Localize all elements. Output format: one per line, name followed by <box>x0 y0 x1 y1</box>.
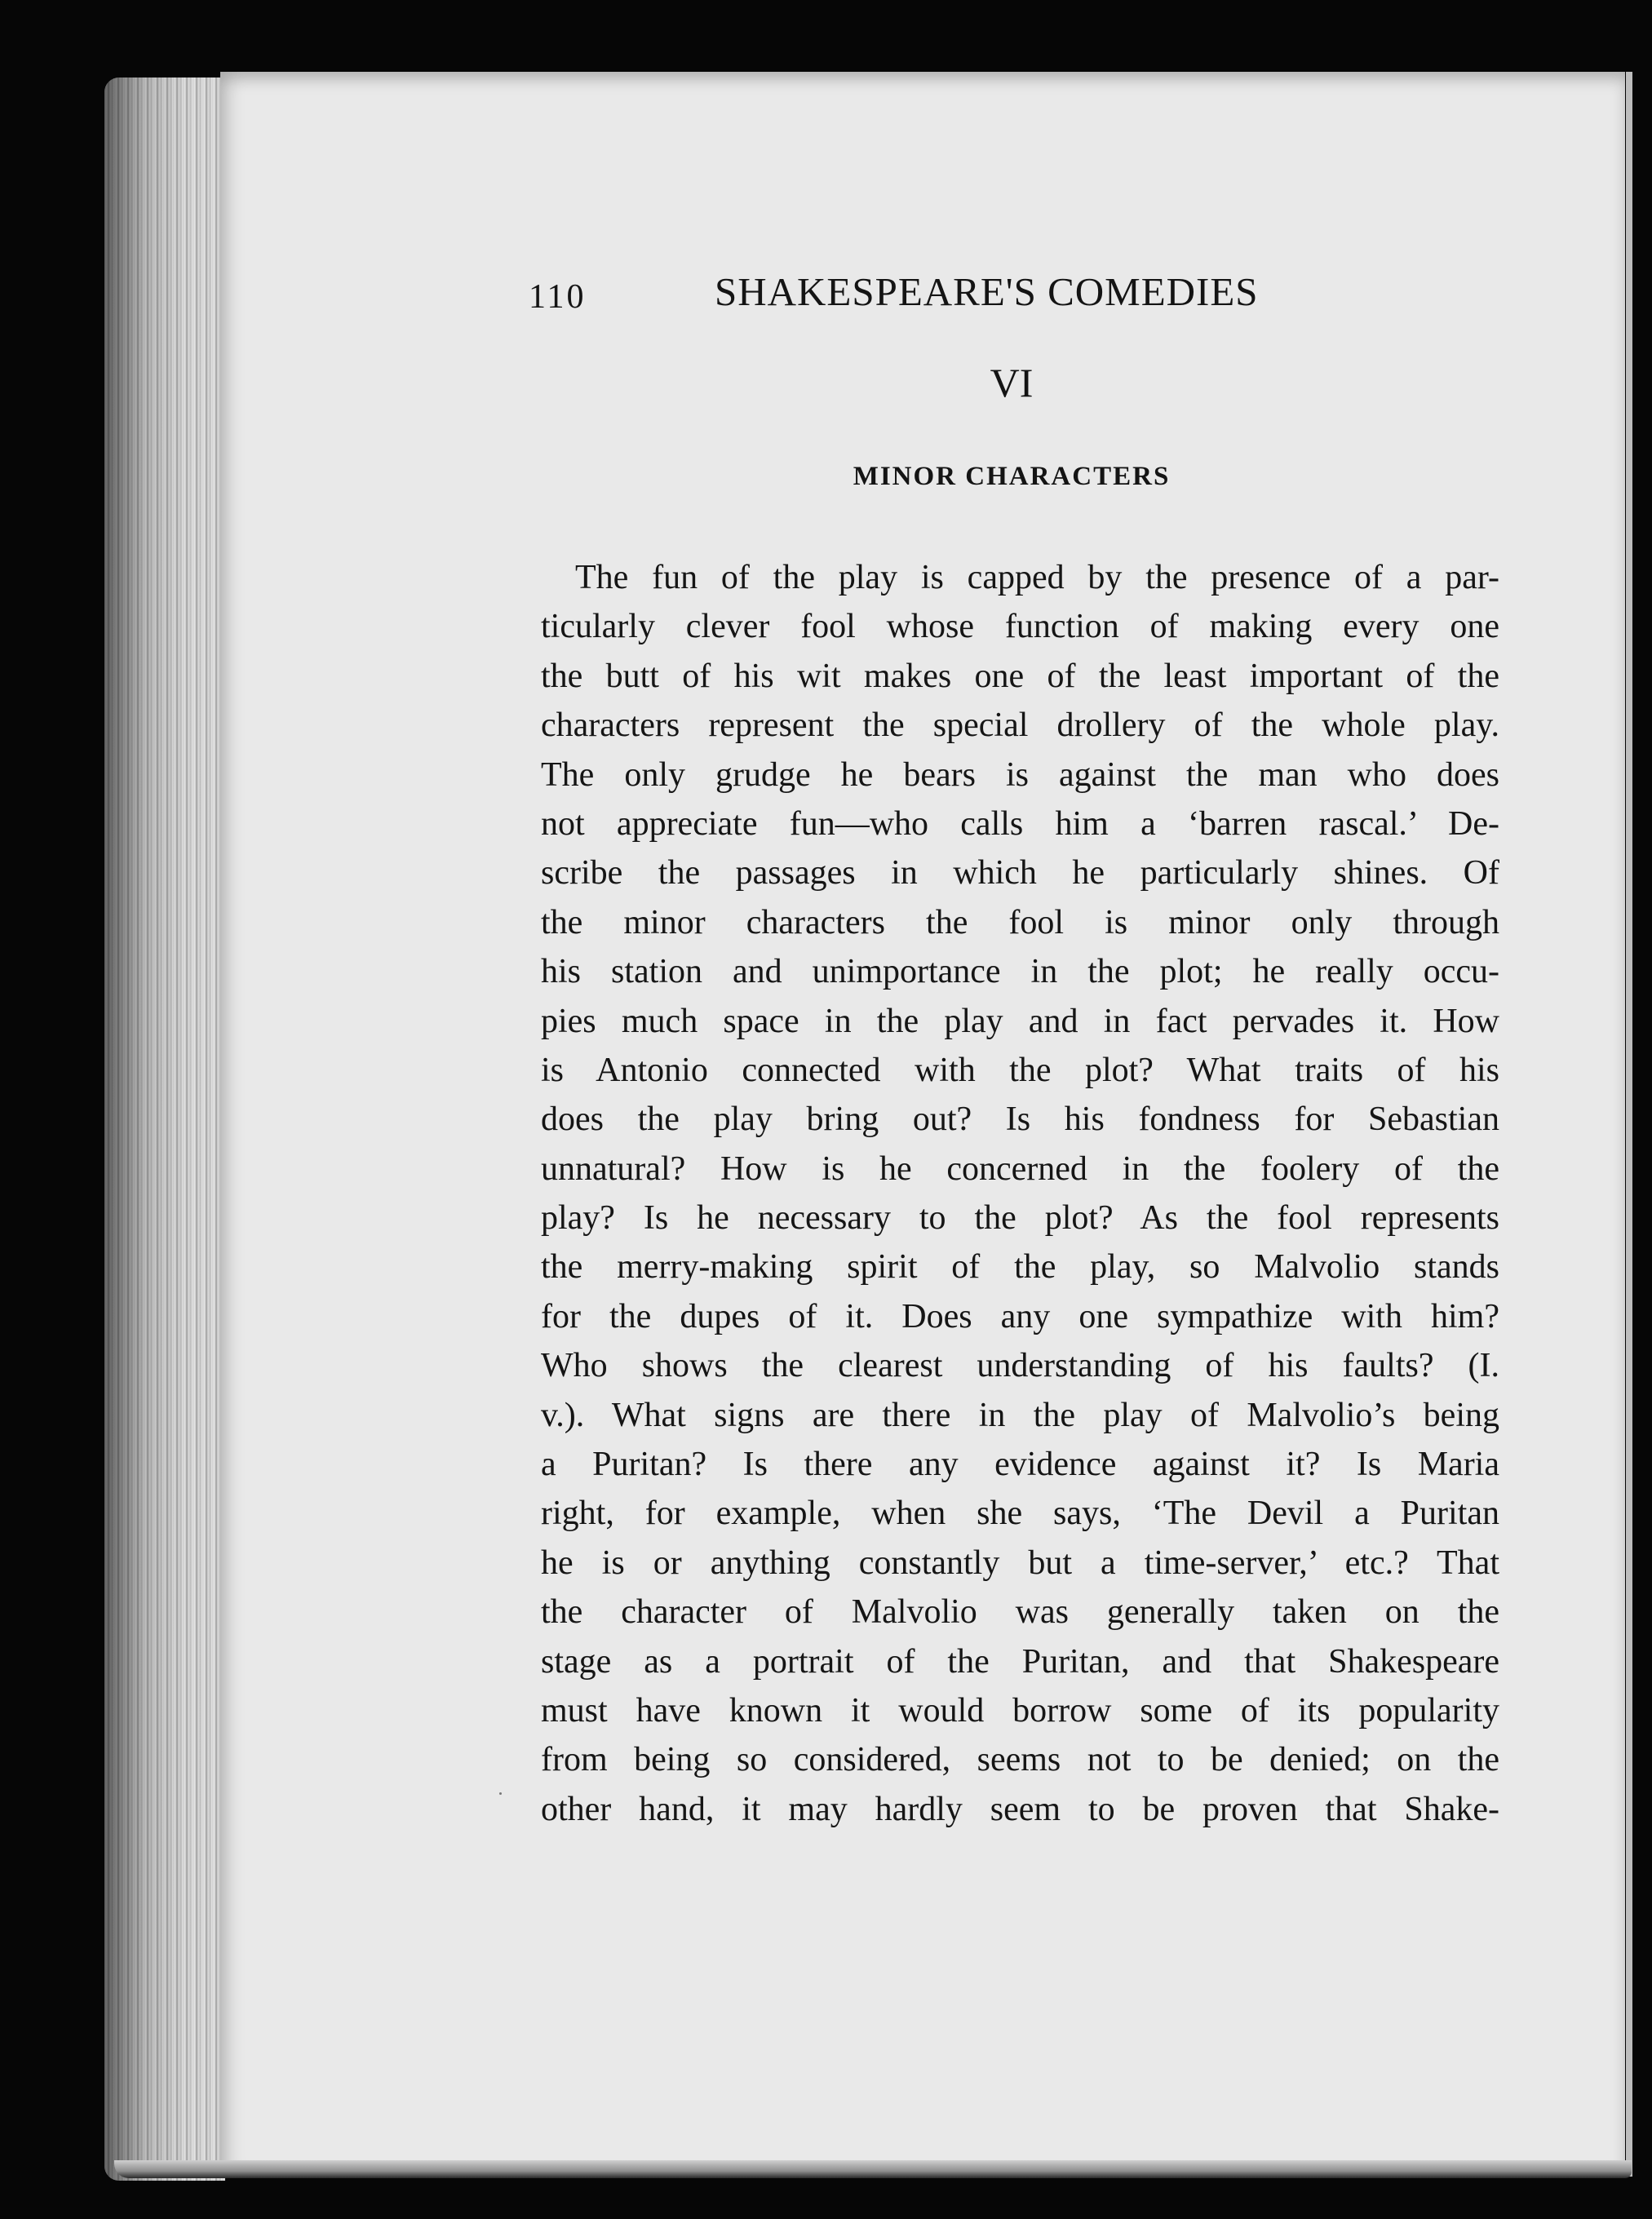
book-page-edges <box>104 78 225 2181</box>
text-line: scribe the passages in which he particularly shines. Of <box>541 854 1499 892</box>
text-line: is Antonio connected with the plot? What traits of his <box>541 1051 1499 1089</box>
text-line: the minor characters the fool is minor only through <box>541 903 1499 941</box>
text-line: he is or anything constantly but a time-server,’ etc.? That <box>541 1544 1499 1582</box>
print-speck <box>499 1792 502 1795</box>
text-line: the character of Malvolio was generally taken on the <box>541 1593 1499 1632</box>
text-line: not appreciate fun—who calls him a ‘barren rascal.’ De- <box>541 804 1499 843</box>
text-line: other hand, it may hardly seem to be proven that Shake- <box>541 1790 1499 1828</box>
page-right-edge <box>1626 72 1632 2177</box>
text-line: from being so considered, seems not to be denied; on the <box>541 1741 1499 1779</box>
text-line: must have known it would borrow some of its popularity <box>541 1691 1499 1730</box>
text-line: ticularly clever fool whose function of making every one <box>541 608 1499 646</box>
page-number: 110 <box>529 278 587 316</box>
text-line: the merry-making spirit of the play, so Malvolio stands <box>541 1248 1499 1287</box>
running-title: SHAKESPEARE'S COMEDIES <box>715 269 1259 314</box>
text-line: characters represent the special drollery of the whole play. <box>541 706 1499 745</box>
text-line: stage as a portrait of the Puritan, and that Shakespeare <box>541 1642 1499 1681</box>
text-line: right, for example, when she says, ‘The Devil a Puritan <box>541 1495 1499 1533</box>
text-line: The fun of the play is capped by the presence of a par- <box>575 559 1499 596</box>
text-line: a Puritan? Is there any evidence against it? Is Maria <box>541 1446 1499 1484</box>
section-title: MINOR CHARACTERS <box>853 462 1171 491</box>
text-line: The only grudge he bears is against the man who does <box>541 755 1499 794</box>
text-line: Who shows the clearest understanding of his faults? (I. <box>541 1347 1499 1385</box>
text-line: play? Is he necessary to the plot? As the fool represents <box>541 1199 1499 1238</box>
text-line: unnatural? How is he concerned in the foolery of the <box>541 1149 1499 1188</box>
text-line: v.). What signs are there in the play of Malvolio’s being <box>541 1396 1499 1434</box>
section-number: VI <box>990 360 1034 405</box>
running-head <box>529 265 1344 322</box>
body-paragraph <box>541 553 1499 1834</box>
text-line: does the play bring out? Is his fondness for Sebastian <box>541 1101 1499 1139</box>
text-line: pies much space in the play and in fact pervades it. How <box>541 1002 1499 1040</box>
text-line: the butt of his wit makes one of the least important of the <box>541 657 1499 695</box>
text-line: for the dupes of it. Does any one sympathize with him? <box>541 1297 1499 1335</box>
text-line: his station and unimportance in the plot; he really occu- <box>541 953 1499 991</box>
page-bottom-edge <box>114 2160 1632 2178</box>
